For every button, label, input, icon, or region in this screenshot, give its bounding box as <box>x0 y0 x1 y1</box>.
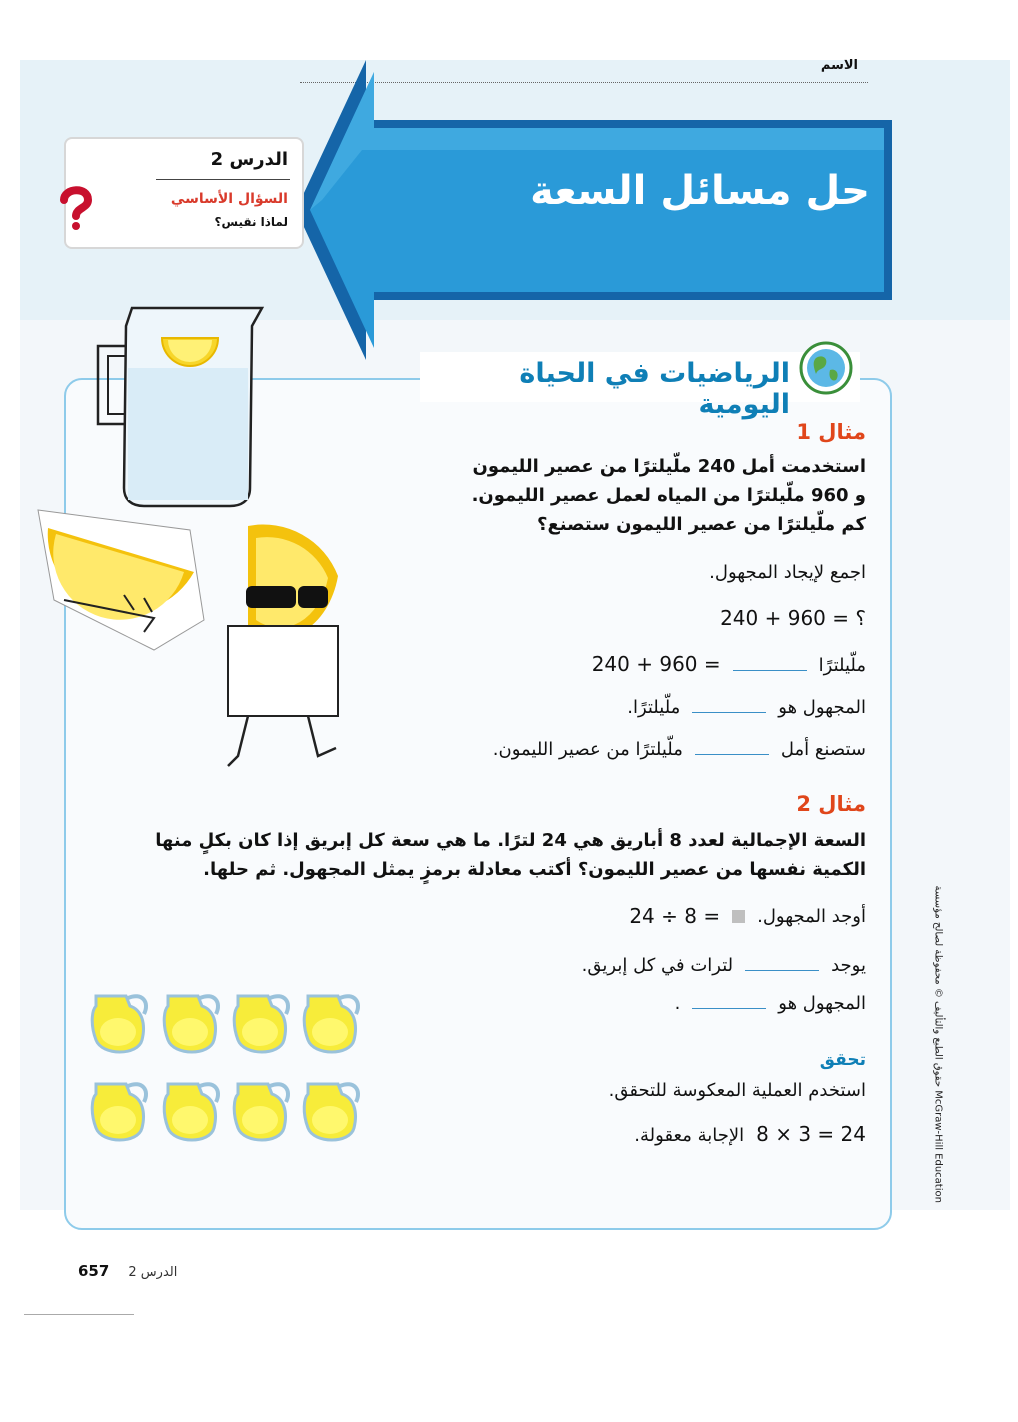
division-equation: 24 ÷ 8 = <box>629 904 721 928</box>
answer-blank-unknown[interactable] <box>692 694 766 713</box>
lesson-divider <box>156 179 290 180</box>
copyright-text: حقوق الطبع والتأليف © محفوظة لصالح مؤسسة McGraw-Hill Education <box>932 885 944 1203</box>
liters-each-label: لترات في كل إبريق. <box>581 955 734 976</box>
footer-rule <box>24 1314 134 1315</box>
example-2-unknown-row <box>675 990 866 1014</box>
essential-question: لماذا نقيس؟ <box>214 215 288 229</box>
lemon-slice-image <box>34 500 209 660</box>
footer-lesson-label: الدرس 2 <box>128 1265 178 1280</box>
lemonade-jugs-image <box>82 980 382 1148</box>
copyright-note <box>918 885 944 1203</box>
question-mark-icon <box>56 186 96 230</box>
check-instruction: استخدم العملية المعكوسة للتحقق. <box>608 1080 866 1101</box>
example-1-instruction: اجمع لإيجاد المجهول. <box>709 562 866 583</box>
there-are-label: يوجد <box>831 955 866 976</box>
globe-icon <box>798 340 854 396</box>
reasonable-label: الإجابة معقولة. <box>634 1125 745 1146</box>
section-title: الرياضيات في الحياة اليومية <box>519 358 790 420</box>
unit-ml-period: ملّيلترًا. <box>627 697 681 718</box>
answer-blank-liters[interactable] <box>745 952 819 971</box>
name-label: الاسم <box>820 58 858 73</box>
page-number: 657 <box>78 1262 110 1280</box>
sum-equation: 240 + 960 = <box>591 652 721 676</box>
of-lemonade-label: ملّيلترًا من عصير الليمون. <box>492 739 683 760</box>
example-1-unknown-row <box>627 694 866 718</box>
example-1-result-row <box>493 736 866 760</box>
lemon-character-image <box>208 516 358 774</box>
lesson-box <box>64 137 304 249</box>
find-unknown-label: أوجد المجهول. <box>757 905 866 927</box>
page-footer <box>78 1262 177 1280</box>
lemonade-pitcher-image <box>92 298 267 508</box>
period: . <box>674 993 681 1014</box>
example-1-sum-row <box>592 652 866 676</box>
lesson-number: الدرس 2 <box>210 149 288 170</box>
answer-blank-unknown-2[interactable] <box>692 990 766 1009</box>
example-1-problem-line: كم ملّيلترًا من عصير الليمون ستصنع؟ <box>537 514 866 535</box>
unit-ml-label: ملّيلترًا <box>818 655 866 676</box>
example-2-problem-line: السعة الإجمالية لعدد 8 أباريق هي 24 لترًا. ما هي سعة كل إبريق إذا كان بكلٍ منها <box>155 830 866 851</box>
example-1-heading: مثال 1 <box>796 420 866 444</box>
example-2-liters-row <box>582 952 866 976</box>
example-1-problem-line: استخدمت أمل 240 ملّيلترًا من عصير الليمون <box>472 456 866 477</box>
unknown-is-label-2: المجهول هو <box>778 993 866 1014</box>
answer-blank-result[interactable] <box>695 736 769 755</box>
check-row <box>634 1122 866 1146</box>
essential-question-label: السؤال الأساسي <box>170 191 288 207</box>
example-2-find-row <box>629 904 866 928</box>
will-make-label: ستصنع أمل <box>780 739 866 760</box>
check-heading: تحقق <box>819 1050 866 1070</box>
answer-blank-sum[interactable] <box>733 652 807 671</box>
example-1-problem <box>346 452 866 539</box>
example-1-equation: 240 + 960 = ؟ <box>720 606 866 630</box>
example-2-heading: مثال 2 <box>796 792 866 816</box>
check-equation: 8 × 3 = 24 <box>756 1122 866 1146</box>
page-title: حل مسائل السعة <box>530 168 870 214</box>
example-2-problem-line: الكمية نفسها من عصير الليمون؟ أكتب معادلة برمزٍ يمثل المجهول. ثم حلها. <box>203 859 866 880</box>
unknown-is-label: المجهول هو <box>778 697 866 718</box>
unknown-symbol-square <box>732 910 745 923</box>
example-2-problem <box>146 826 866 884</box>
example-1-problem-line: و 960 ملّيلترًا من المياه لعمل عصير الليمون. <box>471 485 866 506</box>
